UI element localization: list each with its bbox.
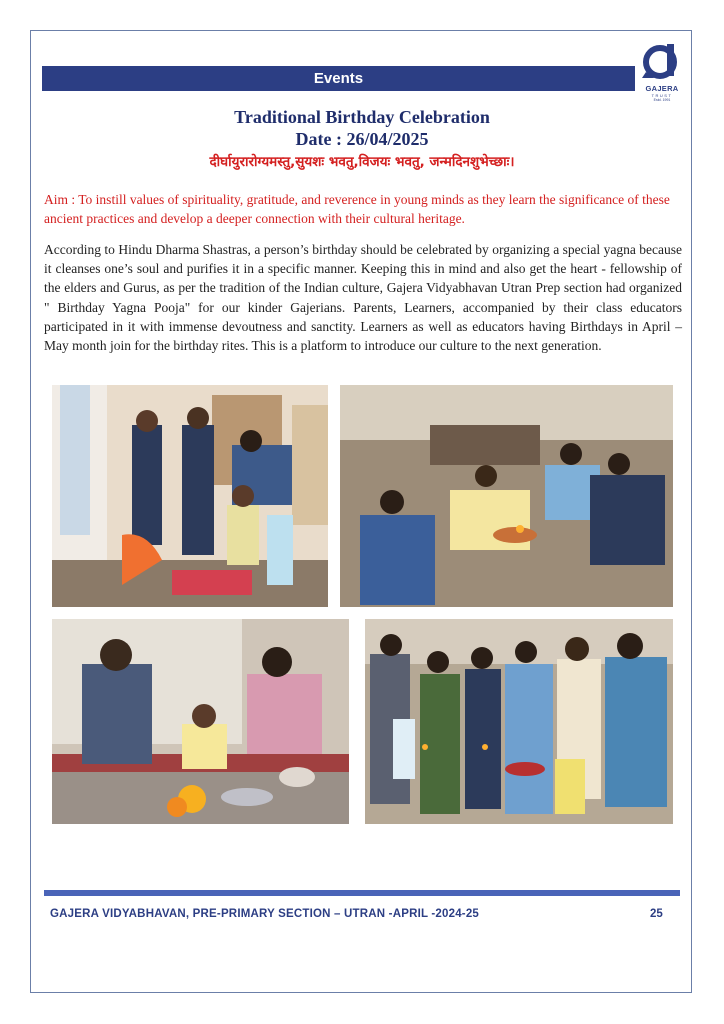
section-header-bar [42,66,635,91]
photo-parents-with-child [52,619,349,824]
logo-mark-icon [640,42,684,80]
gajera-trust-logo [640,42,684,102]
section-label: Events [313,70,364,87]
article-date: Date : 26/04/2025 [295,129,429,149]
page-number: 25 [650,908,663,920]
photo-group-aarti [365,619,673,824]
aim-paragraph: Aim : To instill values of spirituality, gratitude, and reverence in young minds as they learn the significance of these ancient practices and develop a deeper connection with their cultural heritage. [44,192,670,226]
logo-name: GAJERA [645,84,679,93]
logo-subtitle: TRUST [651,93,673,98]
footer-school-text: GAJERA VIDYABHAVAN, PRE-PRIMARY SECTION – UTRAN -APRIL -2024-25 [50,908,480,920]
logo-since: Estd. 1991 [653,98,671,102]
photo-families-seated-puja [340,385,673,607]
photo-children-with-teachers [52,385,328,607]
body-paragraph: According to Hindu Dharma Shastras, a person’s birthday should be celebrated by organizing a special yagna because it cleanses one’s soul and purifies it in a specific manner. Keeping this in mind and also get the heart - fellowship of the elders and Gurus, as per the tradition of the Indian culture, Gajera Vidyabhavan Utran Prep section had organized " Birthday Yagna Pooja" for our kinder Gajerians. Parents, Learners, accompanied by their class educators participated in it with immense devoutness and sanctity. Learners as well as educators having Birthdays in April – May month join for the birthday rites. This is a platform to introduce our culture to the next generation. [44,242,682,354]
sanskrit-blessing: दीर्घायुरारोग्यमस्तु,सुयशः भवतु,विजयः भवतु, जन्मदिनशुभेच्छाः। [209,154,515,170]
article-title: Traditional Birthday Celebration [234,107,490,127]
footer-rule [44,890,680,896]
